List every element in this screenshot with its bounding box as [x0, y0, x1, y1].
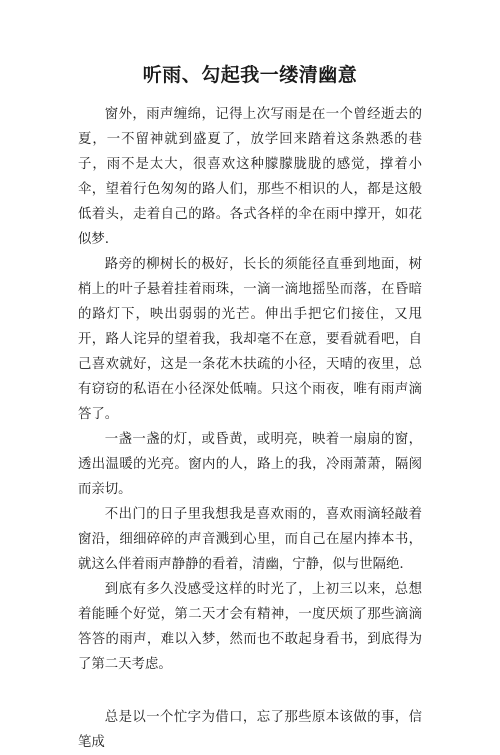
document-body — [78, 102, 422, 755]
document-title: 听雨、勾起我一缕清幽意 — [142, 64, 358, 86]
paragraph: 到底有多久没感受这样的时光了，上初三以来，总想着能睡个好觉，第二天才会有精神，一度厌烦了那些滴滴答答的雨声，难以入梦，然而也不敢起身看书，到底得为了第二天考虑。 — [78, 582, 422, 672]
paragraph: 窗外，雨声缠绵，记得上次写雨是在一个曾经逝去的夏，一不留神就到盛夏了，放学回来踏着这条熟悉的巷子，雨不是太大，很喜欢这种朦朦胧胧的感觉，撑着小伞，望着行色匆匆的路人们，那些不相识的人，都是这般低着头，走着自己的路。各式各样的伞在雨中撑开，如花似梦. — [78, 107, 422, 247]
paragraph: 路旁的柳树长的极好，长长的须能径直垂到地面，树梢上的叶子悬着挂着雨珠，一滴一滴地摇坠而落，在昏暗的路灯下，映出弱弱的光芒。伸出手把它们接住，又甩开，路人诧异的望着我，我却毫不在意，要看就看吧，自己喜欢就好，这是一条花木扶疏的小径，天晴的夜里，总有窃窃的私语在小径深处低喃。只这个雨夜，唯有雨声滴答了。 — [78, 257, 422, 422]
paragraph: 总是以一个忙字为借口，忘了那些原本该做的事，信笔成 — [78, 710, 422, 750]
paragraph: 不出门的日子里我想我是喜欢雨的，喜欢雨滴轻敲着窗沿，细细碎碎的声音溅到心里，而自己在屋内捧本书，就这么伴着雨声静静的看着，清幽，宁静，似与世隔绝. — [78, 507, 422, 572]
paragraph: 一盏一盏的灯，或昏黄，或明亮，映着一扇扇的窗，透出温暖的光亮。窗内的人，路上的我，冷雨萧萧，隔阂而亲切。 — [78, 432, 422, 497]
